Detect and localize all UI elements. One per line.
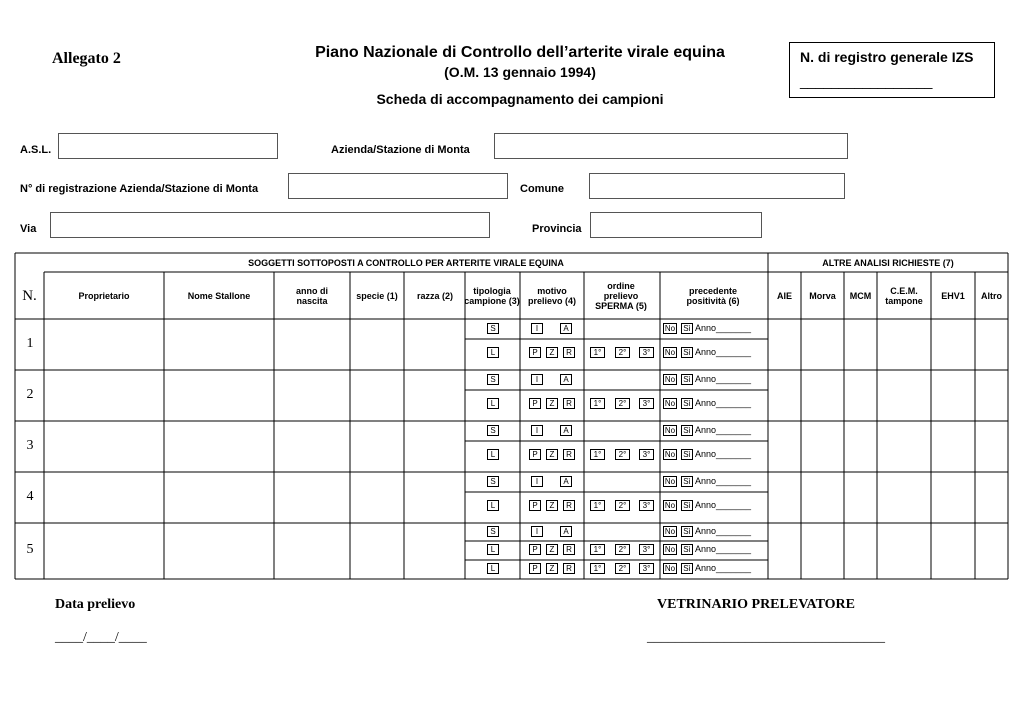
option-p-checkbox[interactable]: P bbox=[529, 398, 541, 409]
option-ordine-3-checkbox[interactable]: 3° bbox=[639, 500, 654, 511]
form-title: Scheda di accompagnamento dei campioni bbox=[376, 91, 664, 107]
col-header-precedente: precedente positività (6) bbox=[686, 285, 740, 306]
option-l-checkbox[interactable]: L bbox=[487, 449, 499, 460]
col-header-ehv1: EHV1 bbox=[941, 290, 965, 301]
option-anno-field[interactable]: Anno_______ bbox=[695, 526, 752, 536]
option-si-checkbox[interactable]: Sì bbox=[681, 544, 693, 555]
option-r-checkbox[interactable]: R bbox=[563, 563, 575, 574]
option-ordine-3-checkbox[interactable]: 3° bbox=[639, 449, 654, 460]
option-l-checkbox[interactable]: L bbox=[487, 398, 499, 409]
table-group-main: SOGGETTI SOTTOPOSTI A CONTROLLO PER ARTERITE VIRALE EQUINA bbox=[248, 257, 564, 268]
option-s-checkbox[interactable]: S bbox=[487, 374, 499, 385]
option-ordine-3-checkbox[interactable]: 3° bbox=[639, 398, 654, 409]
data-prelievo-line[interactable]: ____/____/____ bbox=[55, 630, 147, 645]
option-ordine-3-checkbox[interactable]: 3° bbox=[639, 347, 654, 358]
option-i-checkbox[interactable]: I bbox=[531, 526, 543, 537]
option-ordine-2-checkbox[interactable]: 2° bbox=[615, 500, 630, 511]
option-l-checkbox[interactable]: L bbox=[487, 500, 499, 511]
col-header-altro: Altro bbox=[981, 290, 1002, 301]
data-prelievo-label: Data prelievo bbox=[55, 597, 136, 612]
table-row-number: 1 bbox=[26, 336, 34, 351]
option-a-checkbox[interactable]: A bbox=[560, 425, 572, 436]
option-no-checkbox[interactable]: No bbox=[664, 426, 676, 435]
option-anno-field[interactable]: Anno_______ bbox=[695, 449, 752, 459]
comune-label: Comune bbox=[520, 183, 564, 195]
col-header-nome: Nome Stallone bbox=[187, 290, 251, 301]
option-ordine-1-checkbox[interactable]: 1° bbox=[590, 449, 605, 460]
option-ordine-1-checkbox[interactable]: 1° bbox=[590, 500, 605, 511]
option-i-checkbox[interactable]: I bbox=[531, 323, 543, 334]
option-anno-field[interactable]: Anno_______ bbox=[695, 347, 752, 357]
option-no-checkbox[interactable]: No bbox=[664, 399, 676, 408]
option-no-checkbox[interactable]: No bbox=[664, 545, 676, 554]
option-no-checkbox[interactable]: No bbox=[664, 324, 676, 333]
option-s-checkbox[interactable]: S bbox=[487, 526, 499, 537]
option-a-checkbox[interactable]: A bbox=[560, 526, 572, 537]
option-s-checkbox[interactable]: S bbox=[487, 425, 499, 436]
option-r-checkbox[interactable]: R bbox=[563, 449, 575, 460]
veterinario-label: VETRINARIO PRELEVATORE bbox=[657, 597, 855, 612]
option-no-checkbox[interactable]: No bbox=[664, 527, 676, 536]
option-ordine-2-checkbox[interactable]: 2° bbox=[615, 347, 630, 358]
option-a-checkbox[interactable]: A bbox=[560, 476, 572, 487]
option-l-checkbox[interactable]: L bbox=[487, 347, 499, 358]
page-title: Piano Nazionale di Controllo dell’arterite virale equina bbox=[315, 44, 725, 61]
option-anno-field[interactable]: Anno_______ bbox=[695, 476, 752, 486]
option-p-checkbox[interactable]: P bbox=[529, 544, 541, 555]
via-label: Via bbox=[20, 223, 37, 235]
table-row-number: 3 bbox=[26, 438, 34, 453]
option-si-checkbox[interactable]: Sì bbox=[681, 425, 693, 436]
table-row-number: 2 bbox=[26, 387, 34, 402]
option-ordine-2-checkbox[interactable]: 2° bbox=[615, 398, 630, 409]
option-no-checkbox[interactable]: No bbox=[664, 564, 676, 573]
page-subtitle: (O.M. 13 gennaio 1994) bbox=[444, 64, 596, 80]
option-si-checkbox[interactable]: Sì bbox=[681, 500, 693, 511]
option-r-checkbox[interactable]: R bbox=[563, 398, 575, 409]
col-header-cem: C.E.M. tampone bbox=[885, 285, 923, 306]
option-p-checkbox[interactable]: P bbox=[529, 449, 541, 460]
option-no-checkbox[interactable]: No bbox=[664, 477, 676, 486]
option-si-checkbox[interactable]: Sì bbox=[681, 449, 693, 460]
table-row-number: 5 bbox=[26, 542, 34, 557]
option-s-checkbox[interactable]: S bbox=[487, 323, 499, 334]
col-header-motivo: motivo prelievo (4) bbox=[527, 285, 576, 306]
n-registrazione-label: N° di registrazione Azienda/Stazione di Monta bbox=[20, 183, 259, 195]
option-z-checkbox[interactable]: Z bbox=[546, 500, 558, 511]
option-p-checkbox[interactable]: P bbox=[529, 347, 541, 358]
provincia-label: Provincia bbox=[532, 223, 582, 235]
option-no-checkbox[interactable]: No bbox=[664, 501, 676, 510]
option-si-checkbox[interactable]: Sì bbox=[681, 563, 693, 574]
option-no-checkbox[interactable]: No bbox=[664, 450, 676, 459]
col-header-n: N. bbox=[22, 287, 37, 304]
option-p-checkbox[interactable]: P bbox=[529, 500, 541, 511]
option-ordine-2-checkbox[interactable]: 2° bbox=[615, 544, 630, 555]
option-r-checkbox[interactable]: R bbox=[563, 544, 575, 555]
col-header-specie: specie (1) bbox=[356, 290, 398, 301]
azienda-label: Azienda/Stazione di Monta bbox=[331, 144, 470, 156]
option-z-checkbox[interactable]: Z bbox=[546, 398, 558, 409]
option-si-checkbox[interactable]: Sì bbox=[681, 347, 693, 358]
veterinario-signature-line[interactable]: __________________________________ bbox=[647, 630, 885, 645]
option-anno-field[interactable]: Anno_______ bbox=[695, 323, 752, 333]
option-z-checkbox[interactable]: Z bbox=[546, 347, 558, 358]
option-anno-field[interactable]: Anno_______ bbox=[695, 398, 752, 408]
option-si-checkbox[interactable]: Sì bbox=[681, 526, 693, 537]
option-ordine-1-checkbox[interactable]: 1° bbox=[590, 398, 605, 409]
option-si-checkbox[interactable]: Sì bbox=[681, 398, 693, 409]
col-header-mcm: MCM bbox=[849, 290, 872, 301]
option-a-checkbox[interactable]: A bbox=[560, 374, 572, 385]
col-header-morva: Morva bbox=[809, 290, 836, 301]
option-no-checkbox[interactable]: No bbox=[664, 375, 676, 384]
option-ordine-1-checkbox[interactable]: 1° bbox=[590, 563, 605, 574]
option-z-checkbox[interactable]: Z bbox=[546, 544, 558, 555]
option-si-checkbox[interactable]: Sì bbox=[681, 374, 693, 385]
option-s-checkbox[interactable]: S bbox=[487, 476, 499, 487]
asl-label: A.S.L. bbox=[20, 144, 52, 156]
registro-label: N. di registro generale IZS bbox=[800, 49, 974, 65]
option-z-checkbox[interactable]: Z bbox=[546, 563, 558, 574]
col-header-ordine: ordine prelievo SPERMA (5) bbox=[595, 280, 647, 311]
col-header-anno: anno di nascita bbox=[296, 285, 328, 306]
table-row-number: 4 bbox=[26, 489, 34, 504]
option-i-checkbox[interactable]: I bbox=[531, 425, 543, 436]
option-i-checkbox[interactable]: I bbox=[531, 476, 543, 487]
table-group-other: ALTRE ANALISI RICHIESTE (7) bbox=[822, 257, 954, 268]
option-ordine-3-checkbox[interactable]: 3° bbox=[639, 563, 654, 574]
option-a-checkbox[interactable]: A bbox=[560, 323, 572, 334]
col-header-tipologia: tipologia campione (3) bbox=[464, 285, 520, 306]
option-anno-field[interactable]: Anno_______ bbox=[695, 563, 752, 573]
option-ordine-3-checkbox[interactable]: 3° bbox=[639, 544, 654, 555]
option-ordine-1-checkbox[interactable]: 1° bbox=[590, 347, 605, 358]
option-si-checkbox[interactable]: Sì bbox=[681, 323, 693, 334]
option-l-checkbox[interactable]: L bbox=[487, 544, 499, 555]
option-si-checkbox[interactable]: Sì bbox=[681, 476, 693, 487]
col-header-aie: AIE bbox=[776, 290, 792, 301]
option-anno-field[interactable]: Anno_______ bbox=[695, 500, 752, 510]
col-header-proprietario: Proprietario bbox=[78, 290, 130, 301]
registro-line: _________________ bbox=[800, 73, 933, 89]
allegato-label: Allegato 2 bbox=[52, 50, 121, 67]
option-z-checkbox[interactable]: Z bbox=[546, 449, 558, 460]
option-r-checkbox[interactable]: R bbox=[563, 500, 575, 511]
option-r-checkbox[interactable]: R bbox=[563, 347, 575, 358]
option-no-checkbox[interactable]: No bbox=[664, 348, 676, 357]
option-ordine-2-checkbox[interactable]: 2° bbox=[615, 449, 630, 460]
option-anno-field[interactable]: Anno_______ bbox=[695, 544, 752, 554]
col-header-razza: razza (2) bbox=[416, 290, 453, 301]
option-ordine-2-checkbox[interactable]: 2° bbox=[615, 563, 630, 574]
option-l-checkbox[interactable]: L bbox=[487, 563, 499, 574]
option-anno-field[interactable]: Anno_______ bbox=[695, 374, 752, 384]
option-p-checkbox[interactable]: P bbox=[529, 563, 541, 574]
option-ordine-1-checkbox[interactable]: 1° bbox=[590, 544, 605, 555]
option-i-checkbox[interactable]: I bbox=[531, 374, 543, 385]
option-anno-field[interactable]: Anno_______ bbox=[695, 425, 752, 435]
